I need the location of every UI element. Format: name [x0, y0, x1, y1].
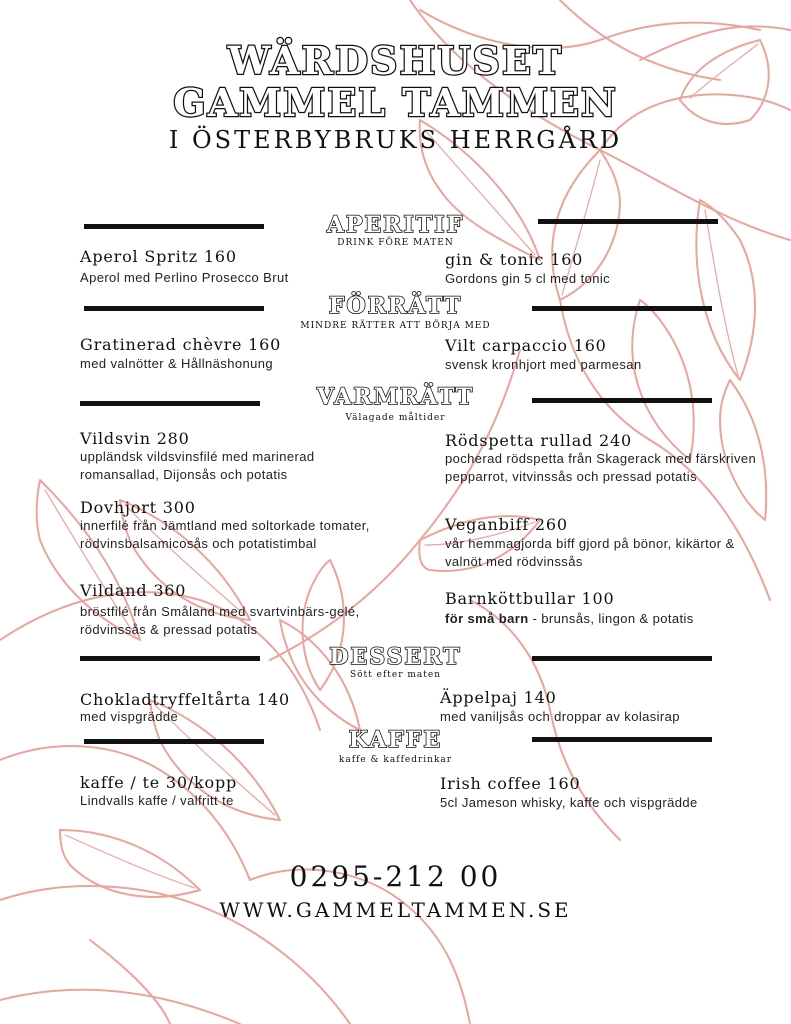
dish-description: Gordons gin 5 cl med tonic: [445, 271, 611, 286]
phone-number[interactable]: 0295-212 00: [289, 860, 502, 893]
section-title-kaffe: KAFFE: [348, 727, 443, 753]
website-link[interactable]: WWW.GAMMELTAMMEN.SE: [219, 898, 572, 922]
section-subtitle-varmratt: Välagade måltider: [345, 413, 446, 423]
dish-description: Lindvalls kaffe / valfritt te: [80, 793, 234, 808]
dish-description: [445, 610, 765, 628]
dish-description: med vispgrädde: [80, 709, 179, 724]
restaurant-title-line1: WÄRDSHUSET: [227, 38, 564, 83]
dish-name: Irish coffee 160: [440, 774, 581, 793]
dish-name: Vildand 360: [80, 581, 187, 600]
section-subtitle-forratt: MINDRE RÄTTER ATT BÖRJA MED: [300, 321, 491, 331]
dish-description: innerfilé från Jämtland med soltorkade tomater, rödvinsbalsamicosås och potatistimbal: [80, 518, 370, 551]
dish-description: pocherad rödspetta från Skagerack med färskriven pepparrot, vitvinssås och pressad potatis: [445, 451, 757, 484]
section-title-dessert: DESSERT: [329, 644, 462, 670]
restaurant-title-line2: GAMMEL TAMMEN: [173, 80, 618, 125]
dish-description-highlight: för små barn: [445, 611, 529, 626]
dish-name: Vildsvin 280: [80, 429, 190, 448]
dish-description: Aperol med Perlino Prosecco Brut: [80, 270, 289, 285]
dish-description: med vaniljsås och droppar av kolasirap: [440, 709, 680, 724]
dish-description: vår hemmagjorda biff gjord på bönor, kikärtor & valnöt med rödvinssås: [445, 536, 735, 569]
restaurant-subtitle: I ÖSTERBYBRUKS HERRGÅRD: [168, 126, 623, 154]
dish-name: kaffe / te 30/kopp: [80, 773, 238, 792]
dish-name: Chokladtryffeltårta 140: [80, 690, 290, 709]
dish-description: bröstfilé från Småland med svartvinbärs-gelé, rödvinssås & pressad potatis: [80, 604, 360, 637]
dish-name: Barnköttbullar 100: [445, 589, 615, 608]
section-subtitle-kaffe: kaffe & kaffedrinkar: [338, 755, 453, 765]
section-title-forratt: FÖRRÄTT: [328, 293, 463, 319]
dish-name: Rödspetta rullad 240: [445, 431, 632, 450]
dish-name: Vilt carpaccio 160: [445, 336, 607, 355]
section-title-varmratt: VARMRÄTT: [316, 384, 475, 410]
section-subtitle-aperitif: DRINK FÖRE MATEN: [337, 238, 454, 248]
dish-name: Veganbiff 260: [445, 515, 568, 534]
dish-description: svensk kronhjort med parmesan: [445, 357, 642, 372]
dish-description-rest: - brunsås, lingon & potatis: [528, 611, 694, 626]
dish-name: Gratinerad chèvre 160: [80, 335, 282, 354]
dish-description: uppländsk vildsvinsfilé med marinerad romansallad, Dijonsås och potatis: [80, 449, 315, 482]
dish-name: gin & tonic 160: [445, 250, 584, 269]
dish-name: Äppelpaj 140: [440, 688, 557, 707]
dish-name: Aperol Spritz 160: [80, 247, 237, 266]
dish-description: 5cl Jameson whisky, kaffe och vispgrädde: [440, 795, 698, 810]
section-title-aperitif: APERITIF: [326, 212, 465, 238]
dish-description: med valnötter & Hållnäshonung: [80, 356, 273, 371]
dish-name: Dovhjort 300: [80, 498, 196, 517]
section-subtitle-dessert: Sött efter maten: [349, 670, 442, 680]
